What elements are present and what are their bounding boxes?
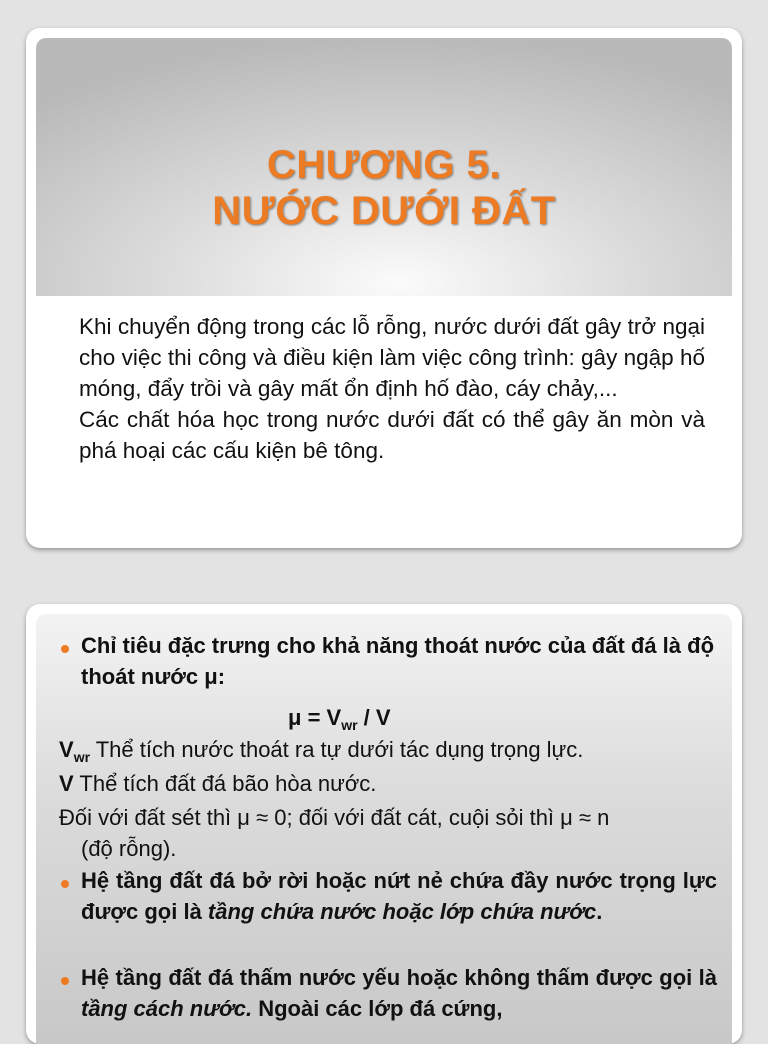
v-definition xyxy=(59,768,719,799)
chapter-title-line2: NƯỚC DƯỚI ĐẤT xyxy=(212,189,556,233)
bullet-2-text xyxy=(81,865,717,927)
v-symbol: V xyxy=(59,771,74,796)
bullet-1-text: Chỉ tiêu đặc trưng cho khả năng thoát nước của đất đá là độ thoát nước μ: xyxy=(81,633,715,689)
intro-text xyxy=(79,311,705,466)
porosity-note-cont: (độ rỗng). xyxy=(81,836,177,861)
v-description: Thể tích đất đá bão hòa nước. xyxy=(73,771,377,796)
intro-paragraph-2: Các chất hóa học trong nước dưới đất có thể gây ăn mòn và phá hoại các cấu kiện bê tông. xyxy=(79,407,705,463)
bullet-3-prefix: Hệ tầng đất đá thấm nước yếu hoặc không thấm được gọi là xyxy=(81,965,717,990)
bullet-3-term: tầng cách nước. xyxy=(81,996,253,1021)
chapter-title-line1: CHƯƠNG 5. xyxy=(266,143,502,187)
bullet-3-suffix: Ngoài các lớp đá cứng, xyxy=(252,996,503,1021)
bullet-2-prefix: Hệ tầng đất đá bở rời hoặc nứt nẻ chứa đầy nước trọng lực được gọi là xyxy=(81,868,717,924)
content-box xyxy=(36,614,732,1044)
porosity-note: Đối với đất sét thì μ ≈ 0; đối với đất cát, cuội sỏi thì μ ≈ n xyxy=(59,805,610,830)
bullet-2-suffix: . xyxy=(596,899,603,924)
bullet-2-term: tầng chứa nước hoặc lớp chứa nước xyxy=(207,899,597,924)
bullet-marker-2 xyxy=(61,880,69,888)
formula-rhs: / V xyxy=(357,705,391,730)
vwr-subscript: wr xyxy=(73,749,91,765)
vwr-symbol: V xyxy=(59,737,74,762)
vwr-description: Thể tích nước thoát ra tự dưới tác dụng trọng lực. xyxy=(90,737,584,762)
bullet-3-text xyxy=(81,962,717,1024)
title-box xyxy=(36,38,732,296)
intro-paragraph-1: Khi chuyển động trong các lỗ rỗng, nước dưới đất gây trở ngại cho việc thi công và điều kiện làm việc công trình: gây ngập hố móng, đẩy trồi và gây mất ổn định hố đào, cáy chảy,... xyxy=(79,314,705,401)
bullet-marker-3 xyxy=(61,977,69,985)
bullet-marker-1 xyxy=(61,645,69,653)
slide-1 xyxy=(26,28,742,548)
slide-2 xyxy=(26,604,742,1044)
formula-lhs: μ = V xyxy=(288,705,342,730)
formula-subscript: wr xyxy=(341,717,358,733)
